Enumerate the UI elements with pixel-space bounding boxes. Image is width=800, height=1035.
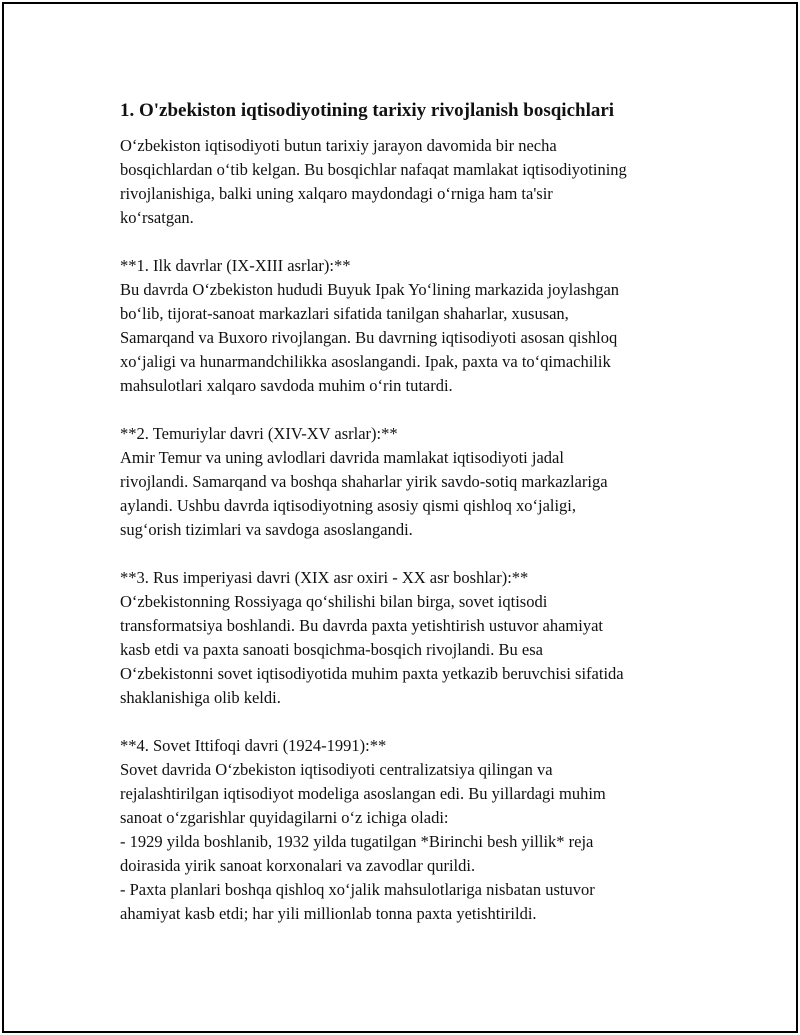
section-russian-empire-period bbox=[120, 566, 700, 710]
text-line: aylandi. Ushbu davrda iqtisodiyotning asosiy qismi qishloq xo‘jaligi, bbox=[120, 496, 577, 515]
text-line: Samarqand va Buxoro rivojlangan. Bu davrning iqtisodiyoti asosan qishloq bbox=[120, 328, 618, 347]
text-line: Sovet davrida O‘zbekiston iqtisodiyoti centralizatsiya qilingan va bbox=[120, 760, 553, 779]
text-line: rivojlandi. Samarqand va boshqa shaharlar yirik savdo-sotiq markazlariga bbox=[120, 472, 608, 491]
intro-paragraph bbox=[120, 134, 700, 230]
text-line: sanoat o‘zgarishlar quyidagilarni o‘z ichiga oladi: bbox=[120, 808, 449, 827]
list-item-line: - 1929 yilda boshlanib, 1932 yilda tugatilgan *Birinchi besh yillik* reja bbox=[120, 832, 594, 851]
text-line: rejalashtirilgan iqtisodiyot modeliga asoslangan edi. Bu yillardagi muhim bbox=[120, 784, 606, 803]
text-line: doirasida yirik sanoat korxonalari va zavodlar qurildi. bbox=[120, 856, 476, 875]
document-title: 1. O'zbekiston iqtisodiyotining tarixiy rivojlanish bosqichlari bbox=[120, 100, 615, 121]
section-heading-line: **3. Rus imperiyasi davri (XIX asr oxiri - XX asr boshlar):** bbox=[120, 568, 529, 587]
document-content bbox=[120, 95, 700, 926]
section-timurid-period bbox=[120, 422, 700, 542]
text-line: ahamiyat kasb etdi; har yili millionlab tonna paxta yetishtirildi. bbox=[120, 904, 537, 923]
section-heading-line: **1. Ilk davrlar (IX-XIII asrlar):** bbox=[120, 256, 351, 275]
list-item-line: - Paxta planlari boshqa qishloq xo‘jalik mahsulotlariga nisbatan ustuvor bbox=[120, 880, 595, 899]
text-line: transformatsiya boshlandi. Bu davrda paxta yetishtirish ustuvor ahamiyat bbox=[120, 616, 603, 635]
paragraph-gap bbox=[120, 542, 700, 566]
text-line: kasb etdi va paxta sanoati bosqichma-bosqich rivojlandi. Bu esa bbox=[120, 640, 543, 659]
text-line: O‘zbekiston iqtisodiyoti butun tarixiy jarayon davomida bir necha bbox=[120, 136, 557, 155]
section-early-periods bbox=[120, 254, 700, 398]
text-line: O‘zbekistonning Rossiyaga qo‘shilishi bilan birga, sovet iqtisodi bbox=[120, 592, 548, 611]
text-line: sug‘orish tizimlari va savdoga asoslangandi. bbox=[120, 520, 413, 539]
text-line: rivojlanishiga, balki uning xalqaro maydondagi o‘rniga ham ta'sir bbox=[120, 184, 553, 203]
text-line: Bu davrda O‘zbekiston hududi Buyuk Ipak Yo‘lining markazida joylashgan bbox=[120, 280, 620, 299]
paragraph-gap bbox=[120, 230, 700, 254]
document-page bbox=[2, 2, 798, 1033]
text-line: xo‘jaligi va hunarmandchilikka asoslangandi. Ipak, paxta va to‘qimachilik bbox=[120, 352, 611, 371]
text-line: bo‘lib, tijorat-sanoat markazlari sifatida tanilgan shaharlar, xususan, bbox=[120, 304, 569, 323]
paragraph-gap bbox=[120, 710, 700, 734]
text-line: ko‘rsatgan. bbox=[120, 208, 194, 227]
text-line: bosqichlardan o‘tib kelgan. Bu bosqichlar nafaqat mamlakat iqtisodiyotining bbox=[120, 160, 627, 179]
section-heading-line: **4. Sovet Ittifoqi davri (1924-1991):** bbox=[120, 736, 387, 755]
paragraph-gap bbox=[120, 398, 700, 422]
section-soviet-period bbox=[120, 734, 700, 926]
section-heading-line: **2. Temuriylar davri (XIV-XV asrlar):** bbox=[120, 424, 398, 443]
text-line: mahsulotlari xalqaro savdoda muhim o‘rin tutardi. bbox=[120, 376, 453, 395]
text-line: shaklanishiga olib keldi. bbox=[120, 688, 281, 707]
text-line: O‘zbekistonni sovet iqtisodiyotida muhim paxta yetkazib beruvchisi sifatida bbox=[120, 664, 624, 683]
text-line: Amir Temur va uning avlodlari davrida mamlakat iqtisodiyoti jadal bbox=[120, 448, 564, 467]
